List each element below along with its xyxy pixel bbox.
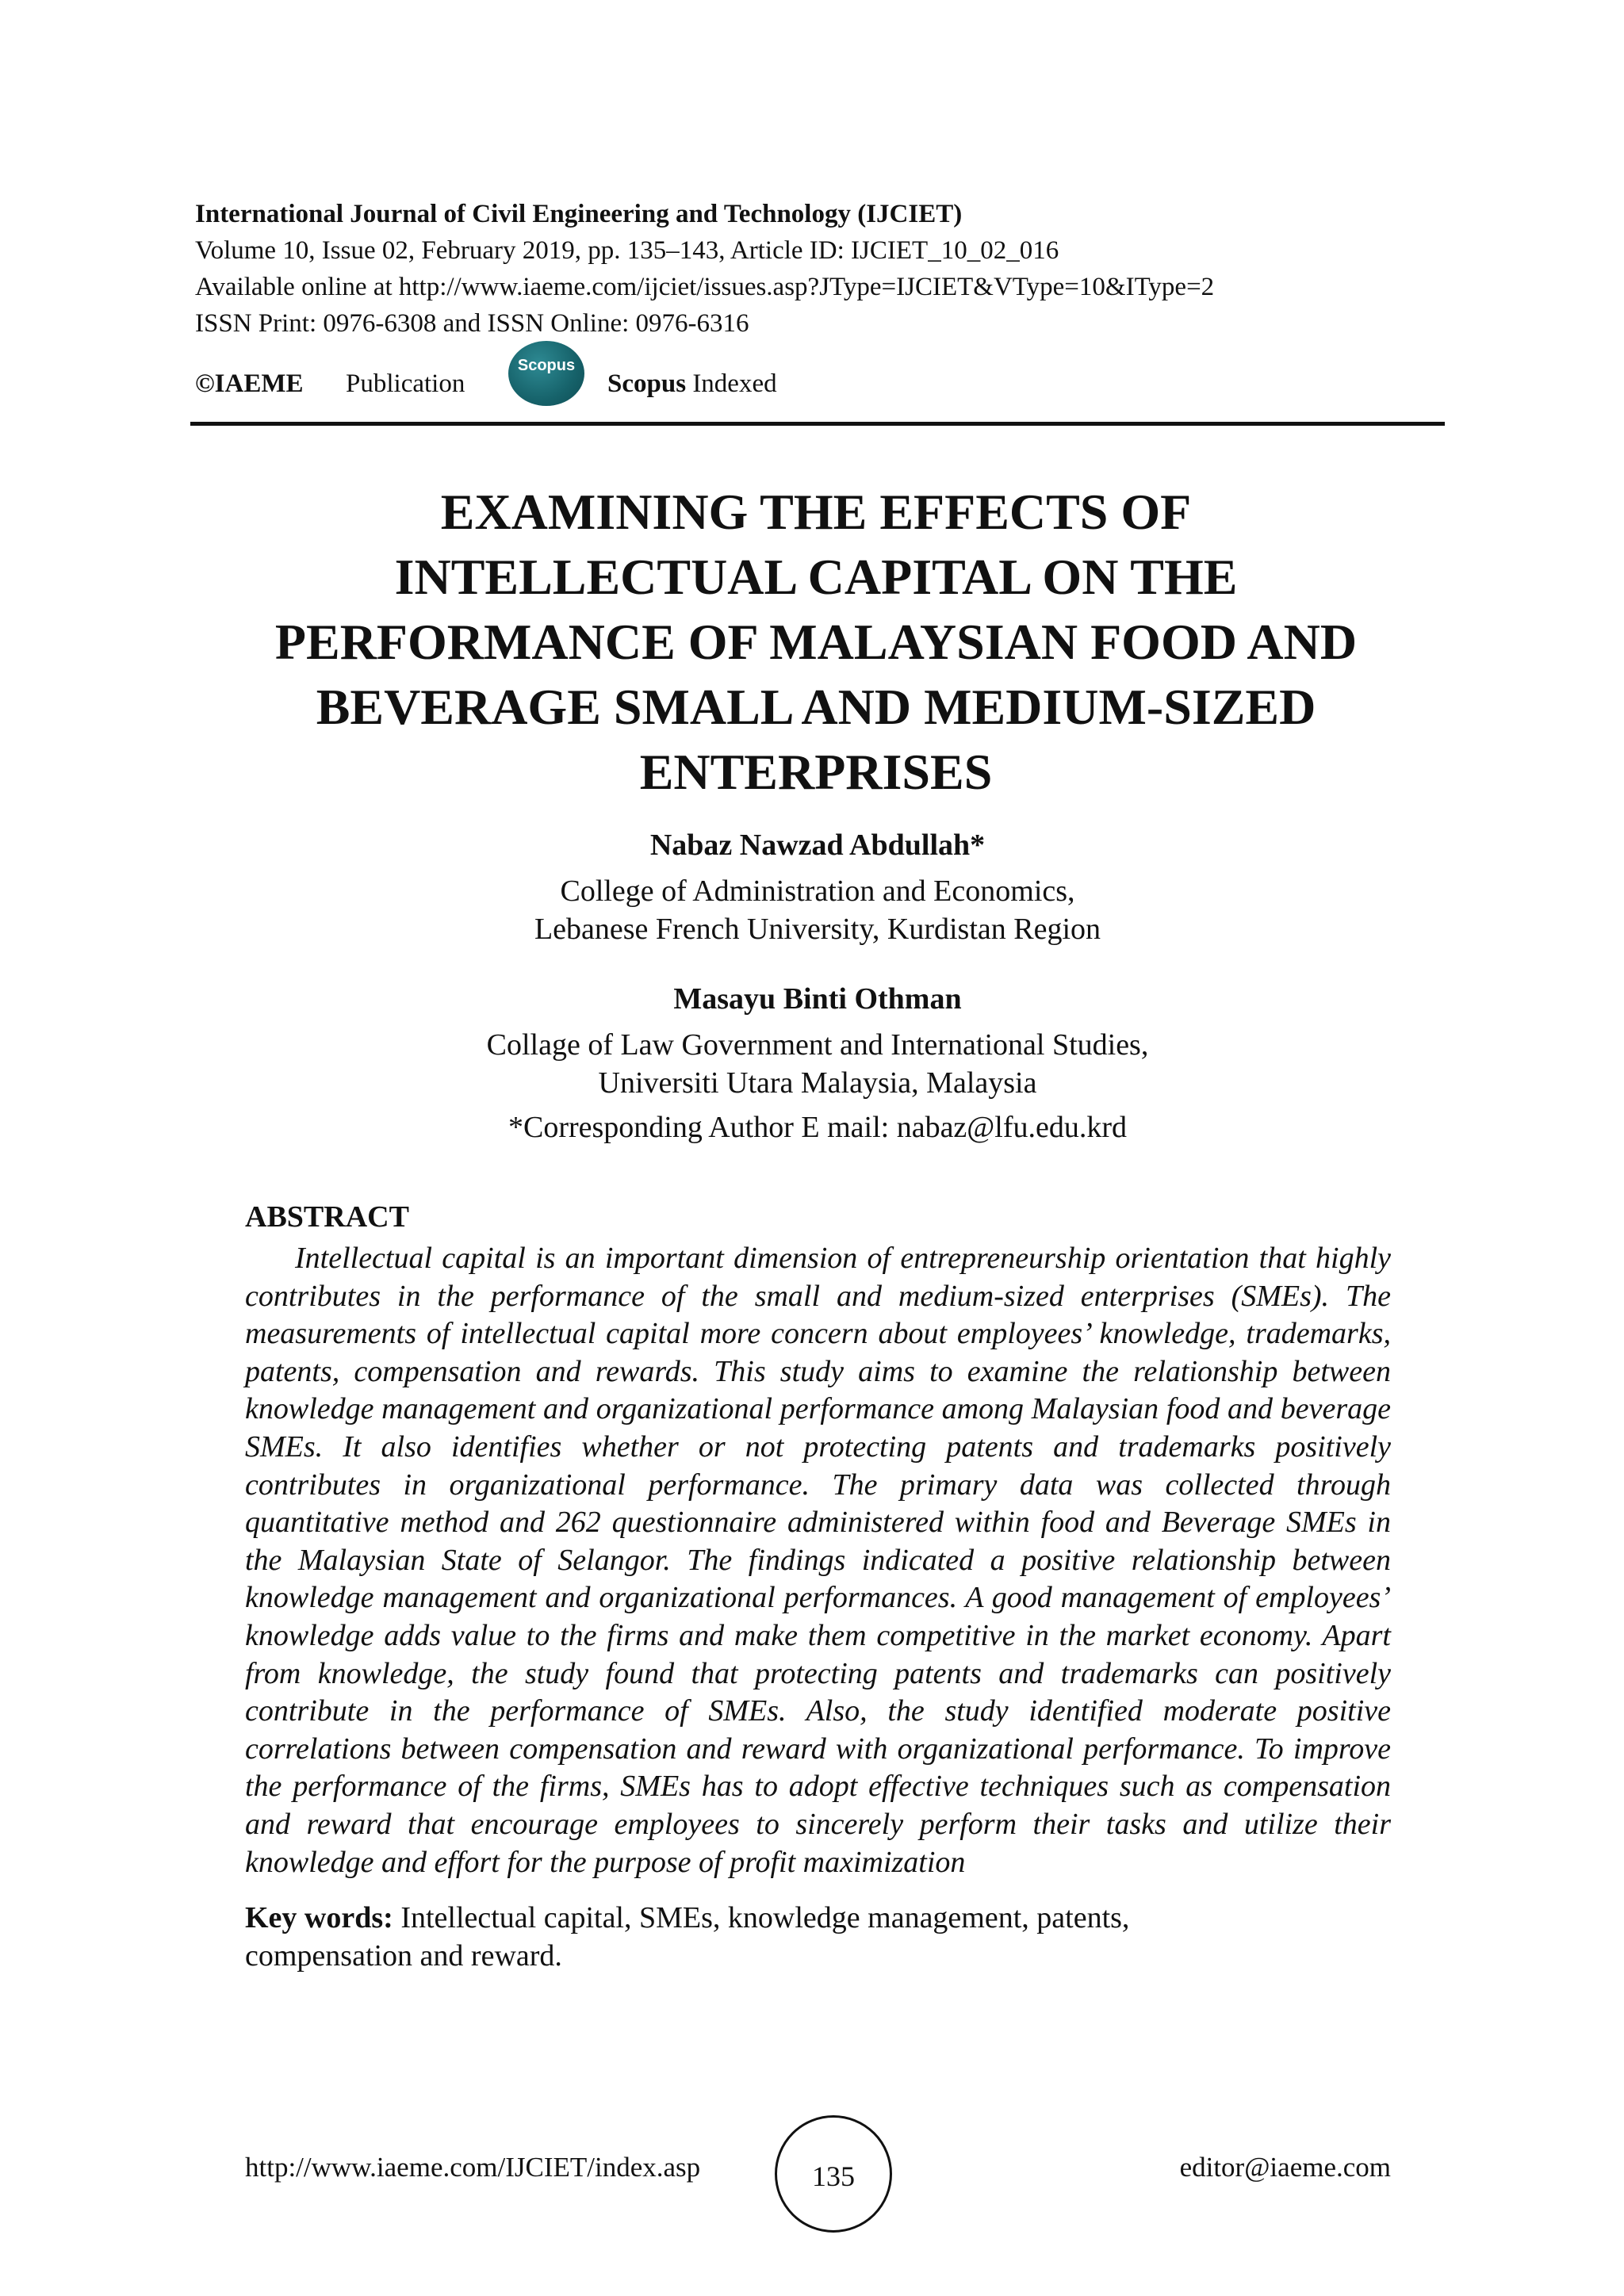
abstract-heading: ABSTRACT xyxy=(245,1200,409,1234)
page-number: 135 xyxy=(775,2115,892,2233)
scopus-bold: Scopus xyxy=(607,369,687,398)
journal-header xyxy=(195,196,1448,342)
journal-volume-line: Volume 10, Issue 02, February 2019, pp. 135–143, Article ID: IJCIET_10_02_016 xyxy=(195,236,1059,265)
publication-row xyxy=(195,341,1448,412)
footer-url-link[interactable]: http://www.iaeme.com/IJCIET/index.asp xyxy=(245,2152,701,2183)
author-affiliation: Universiti Utara Malaysia, Malaysia xyxy=(598,1066,1037,1100)
title-line: ENTERPRISES xyxy=(639,744,993,800)
abstract-section xyxy=(245,1199,1391,1975)
paper-title xyxy=(174,480,1457,805)
title-line: PERFORMANCE OF MALAYSIAN FOOD AND xyxy=(274,614,1358,670)
iaeme-copyright: ©IAEME xyxy=(195,369,304,398)
title-line: INTELLECTUAL CAPITAL ON THE xyxy=(394,549,1238,605)
scopus-logo-icon xyxy=(508,341,584,406)
footer-email-link[interactable]: editor@iaeme.com xyxy=(1179,2152,1391,2183)
scopus-indexed xyxy=(607,369,777,399)
author-name: Nabaz Nawzad Abdullah* xyxy=(649,828,986,862)
keywords-label: Key words: xyxy=(245,1901,393,1935)
corresponding-author: *Corresponding Author E mail: nabaz@lfu.edu.krd xyxy=(508,1111,1128,1144)
author-affiliation: College of Administration and Economics, xyxy=(560,874,1075,908)
title-line: BEVERAGE SMALL AND MEDIUM-SIZED xyxy=(316,679,1316,735)
scopus-logo-text: Scopus xyxy=(517,357,576,374)
keywords-line-2: compensation and reward. xyxy=(245,1939,562,1973)
publication-label: Publication xyxy=(346,369,465,398)
author-block-1 xyxy=(190,826,1445,948)
keywords xyxy=(245,1899,1391,1975)
header-divider xyxy=(190,422,1445,426)
indexed-label: Indexed xyxy=(692,369,777,398)
journal-online-line: Available online at http://www.iaeme.com/ijciet/issues.asp?JType=IJCIET&VType=10&IType=2 xyxy=(195,273,1215,301)
journal-issn-line: ISSN Print: 0976-6308 and ISSN Online: 0976-6316 xyxy=(195,309,749,338)
journal-name: International Journal of Civil Engineering and Technology (IJCIET) xyxy=(195,200,963,228)
author-affiliation: Lebanese French University, Kurdistan Region xyxy=(534,913,1101,946)
abstract-text: Intellectual capital is an important dimension of entrepreneurship orientation that highly contributes in the performance of the small and medium-sized enterprises (SMEs). The measurements of intellectual capital more concern about employees’ knowledge, trademarks, patents, compensation and rewards. This study aims to examine the relationship between knowledge management and organizational performance among Malaysian food and beverage SMEs. It also identifies whether or not protecting patents and trademarks positively contributes in organizational performance. The primary data was collected through quantitative method and 262 questionnaire administered within food and Beverage SMEs in the Malaysian State of Selangor. The findings indicated a positive relationship between knowledge management and organizational performances. A good management of employees’ knowledge adds value to the firms and make them competitive in the market economy. Apart from knowledge, the study found that protecting patents and trademarks can positively contribute in the performance of SMEs. Also, the study identified moderate positive correlations between compensation and reward with organizational performance. To improve the performance of the firms, SMEs has to adopt effective techniques such as compensation and reward that encourage employees to sincerely perform their tasks and utilize their knowledge and effort for the purpose of profit maximization xyxy=(245,1242,1391,1879)
title-line: EXAMINING THE EFFECTS OF xyxy=(440,484,1192,540)
author-affiliation: Collage of Law Government and International Studies, xyxy=(486,1028,1149,1062)
author-name: Masayu Binti Othman xyxy=(673,982,962,1016)
keywords-line-1: Intellectual capital, SMEs, knowledge management, patents, xyxy=(400,1901,1130,1935)
author-block-2 xyxy=(190,980,1445,1146)
page-footer xyxy=(245,2107,1391,2234)
